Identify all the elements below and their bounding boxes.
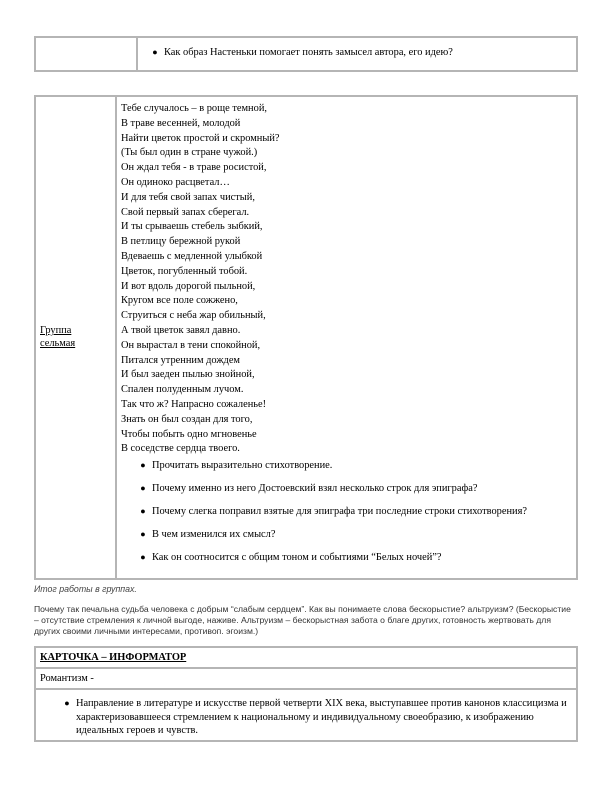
column-divider <box>115 97 117 578</box>
poem-line: И вот вдоль дорогой пыльной, <box>121 280 256 292</box>
poem-line: Он ждал тебя - в траве росистой, <box>121 162 267 174</box>
bullet-icon: ● <box>140 529 146 539</box>
bullet-icon: ● <box>64 698 70 708</box>
poem-table <box>34 95 578 580</box>
poem-line: Спален полуденным лучом. <box>121 384 244 396</box>
poem-line: Струиться с неба жар обильный, <box>121 310 266 322</box>
poem-line: В соседстве сердца твоего. <box>121 443 240 455</box>
bullet-icon: ● <box>140 483 146 493</box>
poem-line: Он вырастал в тени спокойной, <box>121 339 261 351</box>
group-label: Группа сельмая <box>40 325 76 349</box>
poem-line: Цветок, погубленный тобой. <box>121 265 248 277</box>
bullet-icon: ● <box>140 506 146 516</box>
poem-line: А твой цветок завял давно. <box>121 324 241 336</box>
card-title: КАРТОЧКА – ИНФОРМАТОР <box>40 652 187 663</box>
poem-line: Найти цветок простой и скромный? <box>121 132 280 144</box>
poem-line: В петлицу бережной рукой <box>121 236 241 248</box>
poem-line: Чтобы побыть одно мгновенье <box>121 428 257 440</box>
question-list <box>134 459 574 574</box>
poem-line: И ты срываешь стебель зыбкий, <box>121 221 263 233</box>
bullet-icon: ● <box>152 47 158 57</box>
bullet-icon: ● <box>140 552 146 562</box>
question-item: ● В чем изменился их смысл? <box>134 528 574 541</box>
divider <box>36 688 576 690</box>
poem-line: В траве весенней, молодой <box>121 117 241 129</box>
poem-line: Свой первый запах сберегал. <box>121 206 250 218</box>
poem-line: И для тебя свой запах чистый, <box>121 191 255 203</box>
poem-line: (Ты был один в стране чужой.) <box>121 147 258 159</box>
top-table <box>34 36 578 72</box>
poem-line: Знать он был создан для того, <box>121 413 253 425</box>
info-card <box>34 646 578 742</box>
question-row <box>146 47 453 58</box>
card-definition: ● Направление в литературе и искусстве первой четверти XIX века, выступавшее против канонов классицизма и характеризовавшееся стремлением к национальному и индивидуальному своеобразию, к изображению идеальных героев и чувств. <box>58 697 568 738</box>
summary-text: Итог работы в группах. <box>34 584 137 594</box>
poem-line: Вдеваешь с медленной улыбкой <box>121 250 263 262</box>
poem-line: Кругом все поле сожжено, <box>121 295 238 307</box>
question-item: ● Прочитать выразительно стихотворение. <box>134 459 574 472</box>
poem-line: Он одиноко расцветал… <box>121 176 230 188</box>
poem <box>121 102 280 457</box>
poem-line: Тебе случалось – в роще темной, <box>121 103 267 114</box>
question-item: ● Почему именно из него Достоевский взял несколько строк для эпиграфа? <box>134 482 574 495</box>
question-item: ● Как он соотносится с общим тоном и событиями “Белых ночей”? <box>134 551 574 564</box>
card-term: Романтизм - <box>40 673 94 684</box>
divider <box>36 667 576 669</box>
discussion-paragraph: Почему так печальна судьба человека с добрым “слабым сердцем”. Как вы понимаете слова бескорыстие? альтруизм? (Бескорыстие – отсутствие стремления к личной выгоде, наживе. Альтруизм – бескорыстная забота о благе других, готовность жертвовать для других своими личными интересами, противоп. эгоизм.) <box>34 604 571 637</box>
question-text: Как образ Настеньки помогает понять замысел автора, его идею? <box>164 47 453 58</box>
poem-line: Питался утренним дождем <box>121 354 241 366</box>
bullet-icon: ● <box>140 460 146 470</box>
poem-line: И был заеден пылью знойной, <box>121 369 255 381</box>
question-item: ● Почему слегка поправил взятые для эпиграфа три последние строки стихотворения? <box>134 505 574 518</box>
column-divider <box>136 38 138 70</box>
poem-line: Так что ж? Напрасно сожаленье! <box>121 398 267 410</box>
